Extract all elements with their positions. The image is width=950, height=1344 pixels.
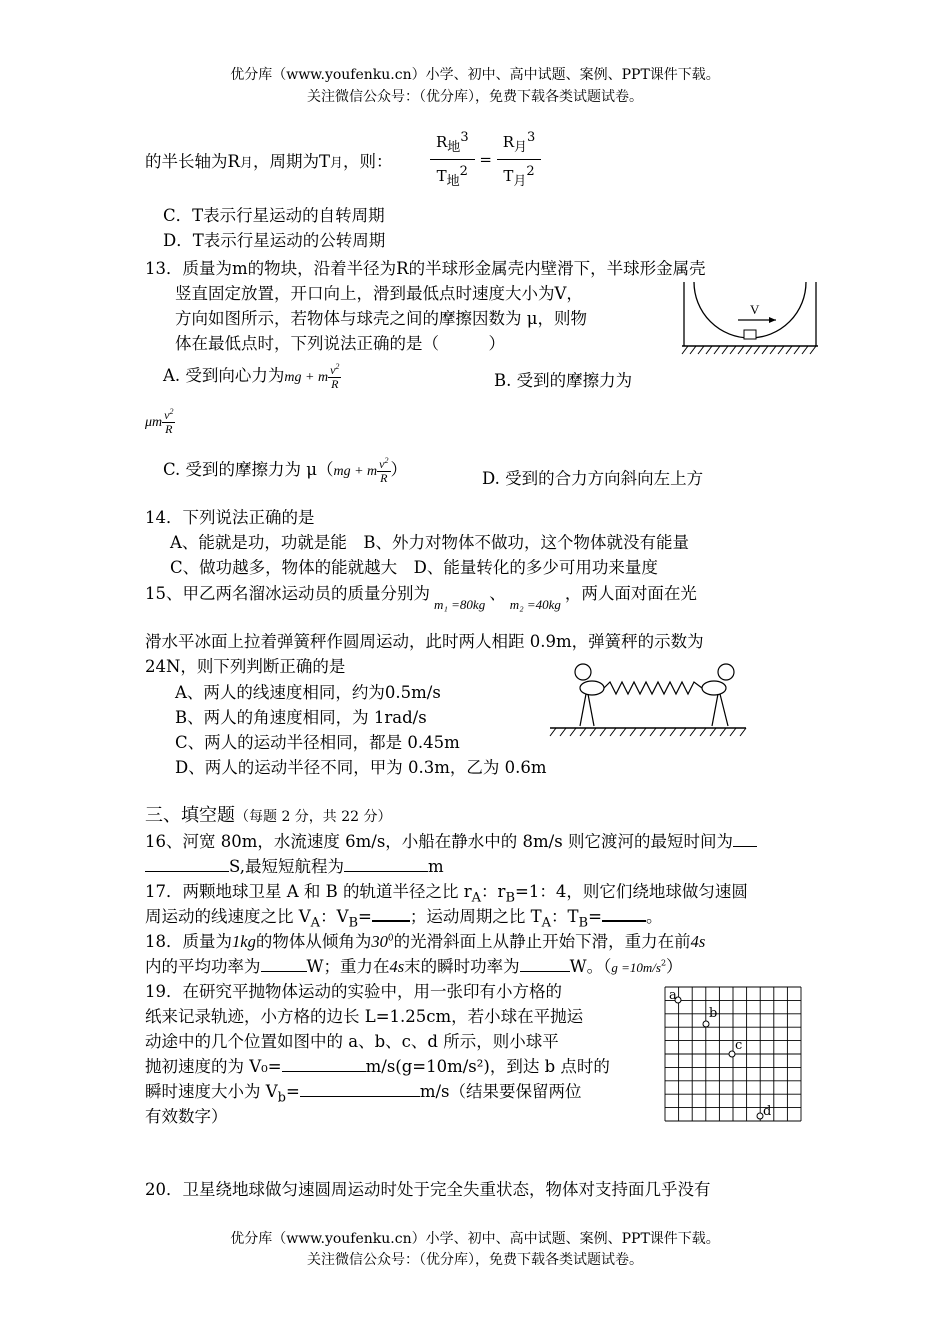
q13-option-a: A. 受到向心力为mg + m $\frac{v^2}{R}$ xyxy=(163,361,340,391)
q14-title: 14．下列说法正确的是 xyxy=(145,508,315,527)
footer-line-1: 优分库（www.youfenku.cn）小学、初中、高中试题、案例、PPT课件下载。 xyxy=(230,1231,720,1247)
q17-line-1: 17．两颗地球卫星 A 和 B 的轨道半径之比 $r_A$：$r_B=1$：4，则它们绕地球做匀速圆 xyxy=(145,882,748,906)
q19-line-2: 纸来记录轨迹，小方格的边长 L=1.25cm，若小球在平抛运 xyxy=(145,1007,584,1026)
point-label-b: b xyxy=(709,1006,718,1021)
q13-option-c: C. 受到的摩擦力为 μ（mg + m $\frac{v^2}{R}$ ） xyxy=(163,455,407,485)
q15-line-1: 15、甲乙两名溜冰运动员的质量分别为m₁ =80kg、m₂ =40kg，两人面对面在光 xyxy=(145,584,697,612)
q19-line-3: 动途中的几个位置如图中的 a、b、c、d 所示，则小球平 xyxy=(145,1032,559,1051)
q19-line-4: 抛初速度的为 V₀= m/s(g=10m/s²)，到达 b 点时的 xyxy=(145,1057,610,1076)
header-line-1: 优分库（www.youfenku.cn）小学、初中、高中试题、案例、PPT课件下载。 xyxy=(230,67,720,83)
point-label-a: a xyxy=(669,988,677,1003)
footer-line-2: 关注微信公众号：（优分库），免费下载各类试题试卷。 xyxy=(307,1252,643,1268)
hemisphere-figure xyxy=(680,282,820,354)
q19-line-5: 瞬时速度大小为 $V_b= m/s$（结果要保留两位 xyxy=(145,1082,582,1106)
q15-option-b: B、两人的角速度相同，为 1rad/s xyxy=(175,708,427,727)
q12-option-d: D．T表示行星运动的公转周期 xyxy=(163,231,386,250)
q15-line-3: 24N，则下列判断正确的是 xyxy=(145,657,346,676)
q13-option-b-math: μm $\frac{v^2}{R}$ xyxy=(145,407,174,436)
skaters-figure xyxy=(548,660,748,742)
grid-figure xyxy=(662,986,804,1122)
q13-line-2: 竖直固定放置，开口向上，滑到最低点时速度大小为V， xyxy=(175,284,583,303)
q15-line-2: 滑水平冰面上拉着弹簧秤作圆周运动，此时两人相距 0.9m，弹簧秤的示数为 xyxy=(145,632,704,651)
point-label-c: c xyxy=(735,1038,743,1053)
q13-line-1: 13．质量为m的物块，沿着半径为R的半球形金属壳内壁滑下，半球形金属壳 xyxy=(145,259,706,278)
q15-option-d: D、两人的运动半径不同，甲为 0.3m，乙为 0.6m xyxy=(175,758,547,777)
trajectory-points xyxy=(669,988,771,1119)
q16-line-2: S,最短短航程为 m xyxy=(145,853,444,877)
q14-row-2: C、做功越多，物体的能就越大 D、能量转化的多少可用功来量度 xyxy=(170,558,658,577)
point-label-d: d xyxy=(763,1104,772,1119)
q16-line-1: 16、河宽 80m，水流速度 6m/s，小船在静水中的 8m/s 则它渡河的最短时间为 xyxy=(145,828,757,852)
q12-formula: $R_地^3$ $T_地^2$ = $R_月^3$ $T_月^2$ xyxy=(430,130,541,189)
section-3-heading: 三、填空题（每题 2 分，共 22 分） xyxy=(145,805,392,826)
q13-option-b-label: B. 受到的摩擦力为 xyxy=(494,371,633,390)
q19-line-1: 19．在研究平抛物体运动的实验中，用一张印有小方格的 xyxy=(145,982,562,1001)
point-b xyxy=(703,1021,709,1027)
velocity-label: V xyxy=(750,302,760,317)
q19-line-6: 有效数字） xyxy=(145,1107,228,1126)
q14-row-1: A、能就是功，功就是能 B、外力对物体不做功，这个物体就没有能量 xyxy=(170,533,690,552)
q13-line-3: 方向如图所示，若物体与球壳之间的摩擦因数为 μ，则物 xyxy=(175,309,587,328)
block xyxy=(744,330,756,339)
q18-line-2: 内的平均功率为 W；重力在4s末的瞬时功率为 W。$(g =10m/s^2)$ xyxy=(145,957,683,976)
q17-line-2: 周运动的线速度之比 $V_A$：$V_B=$ ；运动周期之比 $T_A$：$T_B=$ 。 xyxy=(145,907,663,931)
q15-option-a: A、两人的线速度相同，约为0.5m/s xyxy=(175,683,441,702)
q20-line-1: 20．卫星绕地球做匀速圆周运动时处于完全失重状态，物体对支持面几乎没有 xyxy=(145,1180,711,1199)
q12-continuation: 的半长轴为R月，周期为T月，则： xyxy=(145,152,393,171)
header-line-2: 关注微信公众号：（优分库），免费下载各类试题试卷。 xyxy=(307,89,643,105)
q12-option-c: C．T表示行星运动的自转周期 xyxy=(163,206,385,225)
q13-line-4: 体在最低点时，下列说法正确的是（ ） xyxy=(175,334,505,353)
q15-option-c: C、两人的运动半径相同，都是 0.45m xyxy=(175,733,460,752)
q13-option-d: D. 受到的合力方向斜向左上方 xyxy=(482,469,704,488)
q18-line-1: 18．质量为1kg的物体从倾角为$30^0$的光滑斜面上从静止开始下滑，重力在前4s xyxy=(145,932,706,951)
